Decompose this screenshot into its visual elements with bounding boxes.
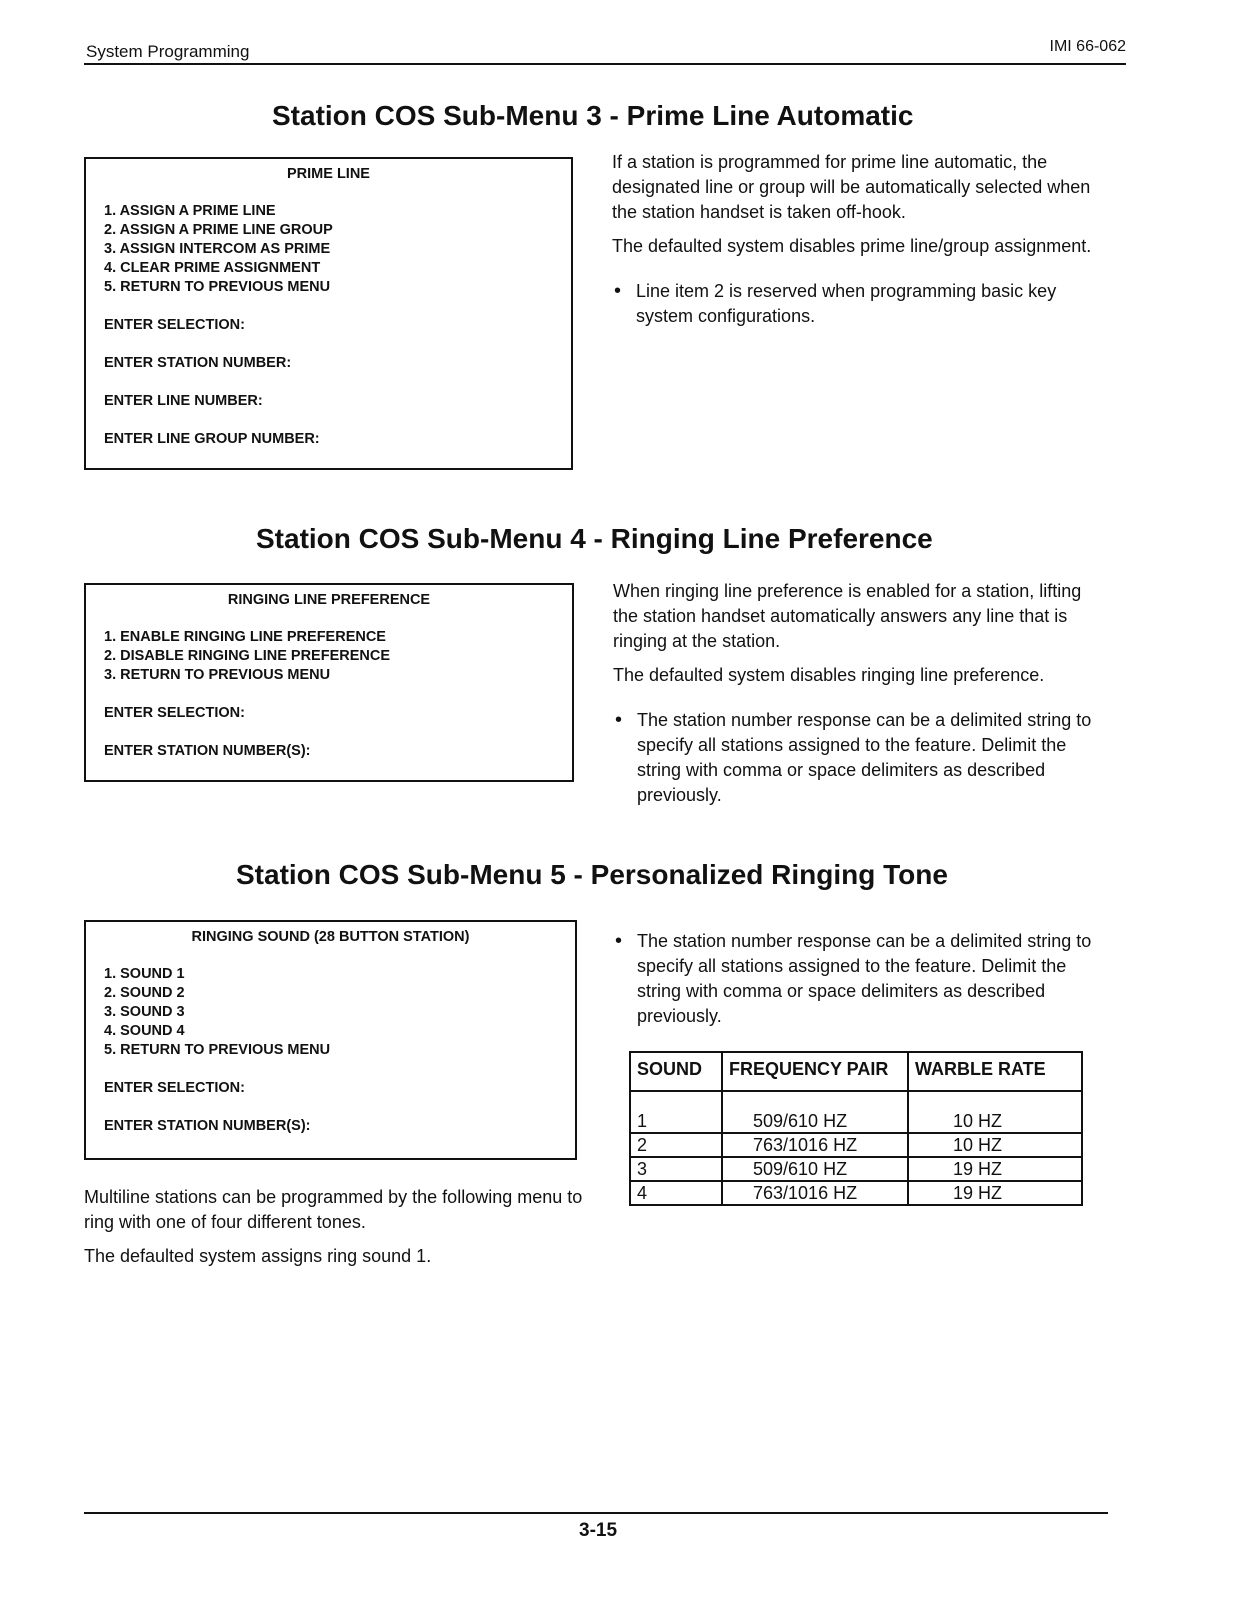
paragraph: The defaulted system disables ringing line preference.	[613, 665, 1045, 685]
table-cell: 509/610 HZ	[722, 1091, 908, 1133]
header-right: IMI 66-062	[1049, 38, 1126, 55]
menu-item-list	[104, 965, 557, 1060]
table-header-row	[630, 1052, 1082, 1091]
ringing-sound-menu-box	[84, 920, 577, 1160]
paragraph: If a station is programmed for prime line automatic, the designated line or group will be automatically selected when the station handset is taken off-hook.	[612, 152, 1091, 222]
bullet-note: • The station number response can be a delimited string to specify all stations assigned to the feature. Delimit the string with comma or space delimiters as described previously.	[613, 708, 1103, 808]
menu-prompt: ENTER STATION NUMBER(S):	[104, 743, 311, 759]
section-5-note	[613, 909, 1103, 1029]
menu-item: 2. SOUND 2	[104, 985, 185, 1001]
menu-prompt: ENTER SELECTION:	[104, 1080, 245, 1096]
column-header-frequency-pair: FREQUENCY PAIR	[722, 1052, 908, 1091]
menu-item: 2. ASSIGN A PRIME LINE GROUP	[104, 222, 333, 238]
bullet-note: • Line item 2 is reserved when programming basic key system configurations.	[612, 279, 1102, 329]
menu-heading: RINGING LINE PREFERENCE	[227, 592, 431, 608]
menu-item: 3. SOUND 3	[104, 1004, 185, 1020]
table-cell: 4	[630, 1181, 722, 1205]
menu-item: 1. SOUND 1	[104, 966, 185, 982]
menu-item-list	[104, 202, 553, 297]
section-title-submenu-5: Station COS Sub-Menu 5 - Personalized Ringing Tone	[236, 859, 948, 890]
menu-prompt: ENTER LINE NUMBER:	[104, 393, 263, 409]
table-row	[630, 1091, 1082, 1133]
menu-item: 3. ASSIGN INTERCOM AS PRIME	[104, 241, 331, 257]
table-row	[630, 1181, 1082, 1205]
table-cell: 1	[630, 1091, 722, 1133]
column-header-sound: SOUND	[630, 1052, 722, 1091]
section-5-text	[84, 1185, 584, 1278]
menu-item: 3. RETURN TO PREVIOUS MENU	[104, 667, 331, 683]
menu-heading: RINGING SOUND (28 BUTTON STATION)	[191, 929, 470, 945]
menu-item: 5. RETURN TO PREVIOUS MENU	[104, 279, 331, 295]
menu-prompt: ENTER SELECTION:	[104, 705, 245, 721]
ringing-tone-table	[629, 1051, 1083, 1206]
menu-item: 1. ASSIGN A PRIME LINE	[104, 203, 276, 219]
menu-prompt: ENTER STATION NUMBER:	[104, 355, 292, 371]
menu-heading: PRIME LINE	[287, 166, 370, 182]
section-4-text	[613, 579, 1103, 808]
menu-item: 2. DISABLE RINGING LINE PREFERENCE	[104, 648, 391, 664]
footer-divider	[84, 1512, 1108, 1514]
table-cell: 2	[630, 1133, 722, 1157]
menu-item: 1. ENABLE RINGING LINE PREFERENCE	[104, 629, 386, 645]
menu-item-list	[104, 628, 554, 685]
menu-prompt: ENTER STATION NUMBER(S):	[104, 1118, 311, 1134]
page-number: 3-15	[579, 1520, 618, 1541]
paragraph: The defaulted system disables prime line/group assignment.	[612, 236, 1092, 256]
table-row	[630, 1133, 1082, 1157]
menu-item: 4. SOUND 4	[104, 1023, 185, 1039]
menu-item: 4. CLEAR PRIME ASSIGNMENT	[104, 260, 321, 276]
paragraph: The defaulted system assigns ring sound 1.	[84, 1246, 432, 1266]
bullet-note: • The station number response can be a delimited string to specify all stations assigned to the feature. Delimit the string with comma or space delimiters as described previously.	[613, 929, 1103, 1029]
paragraph: When ringing line preference is enabled for a station, lifting the station handset automatically answers any line that is ringing at the station.	[613, 581, 1082, 651]
menu-prompt: ENTER SELECTION:	[104, 317, 245, 333]
menu-item: 5. RETURN TO PREVIOUS MENU	[104, 1042, 331, 1058]
column-header-warble-rate: WARBLE RATE	[908, 1052, 1082, 1091]
table-row	[630, 1157, 1082, 1181]
header-divider	[84, 63, 1126, 65]
prime-line-menu-box	[84, 157, 573, 470]
table-cell: 3	[630, 1157, 722, 1181]
section-3-text	[612, 150, 1102, 329]
table-cell: 763/1016 HZ	[722, 1133, 908, 1157]
header-left: System Programming	[86, 42, 250, 61]
table-cell: 10 HZ	[908, 1133, 1082, 1157]
table-cell: 509/610 HZ	[722, 1157, 908, 1181]
paragraph: Multiline stations can be programmed by the following menu to ring with one of four different tones.	[84, 1187, 583, 1232]
section-title-submenu-3: Station COS Sub-Menu 3 - Prime Line Automatic	[272, 100, 914, 131]
ringing-line-preference-menu-box	[84, 583, 574, 782]
table-cell: 763/1016 HZ	[722, 1181, 908, 1205]
section-title-submenu-4: Station COS Sub-Menu 4 - Ringing Line Preference	[256, 523, 933, 554]
table-cell: 19 HZ	[908, 1181, 1082, 1205]
table-cell: 10 HZ	[908, 1091, 1082, 1133]
ringing-tone-table-wrapper	[629, 1051, 1083, 1206]
menu-prompt: ENTER LINE GROUP NUMBER:	[104, 431, 320, 447]
table-cell: 19 HZ	[908, 1157, 1082, 1181]
